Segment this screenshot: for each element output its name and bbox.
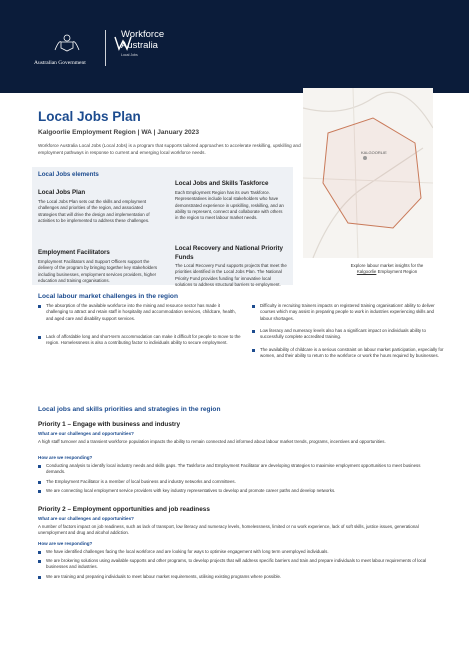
priority-1-bullet-1: Conducting analysis to identify local industry needs and skills gaps. The Taskforce and Employment Facilitator are developing strategies to maximise employment opportunities to meet business demands. (38, 463, 438, 476)
map-label: KALGOORLIE (361, 150, 387, 155)
map-caption-line1: Explore labour market insights for the (350, 263, 424, 268)
page-title: Local Jobs Plan (38, 109, 141, 124)
priority-2-title: Priority 2 – Employment opportunities and job readiness (38, 506, 210, 513)
map-caption (322, 263, 452, 276)
priority-2-bullet-2: We are brokering solutions using available supports and other programs, to develop projects that will address specific barriers and train and prepare individuals to meet labour requirements of local businesses and industries. (38, 558, 438, 571)
priorities-heading: Local jobs and skills priorities and strategies in the region (38, 406, 221, 413)
ljp-text: The Local Jobs Plan sets out the skills and employment challenges and priorities of the region, and associated strategies that will drive the design and implementation of activities to be implemented to address these challenges. (38, 199, 150, 223)
challenge-left-2: Lack of affordable long and short-term accommodation can make it difficult for people to move to the region. Homelessness is also a contributing factor to individuals ability to secure employment. (38, 334, 243, 347)
ef-text: Employment Facilitators and Support Officers support the delivery of the program by bringing together key stakeholders including businesses, employment services providers, higher education and training organisations. (38, 259, 158, 283)
challenge-right-3: The availability of childcare is a serious constraint on labour market participation, especially for women, and their ability to return to the workforce or work the hours required by businesses. (252, 347, 447, 360)
elements-heading: Local Jobs elements (38, 171, 99, 178)
map-graphic (303, 88, 433, 258)
gov-label: Australian Government (34, 60, 86, 66)
priority-2-bullet-1: We have identified challenges facing the local workforce and are looking for ways to optimise engagement with long term unemployed individuals. (38, 549, 438, 555)
priority-2-bullet-3: We are training and preparing individuals to meet labour market requirements, utilising existing programs where possible. (38, 574, 438, 580)
priority-1-q2: How are we responding? (38, 455, 93, 460)
map-caption-line2: Employment Region (376, 269, 418, 275)
tf-title: Local Jobs and Skills Taskforce (175, 180, 269, 187)
header-banner (0, 0, 469, 93)
header-divider (105, 30, 106, 66)
priority-2-a1: A number of factors impact on job readiness, such as lack of transport, low literacy and numeracy levels, homelessness, limited or no work experience, lack of soft skills, justice issues, generational unemployment and drug and alcohol addiction. (38, 524, 419, 536)
priority-2-q2: How are we responding? (38, 541, 93, 546)
rf-title: Local Recovery and National Priority Funds (175, 245, 283, 261)
priority-1-title: Priority 1 – Engage with business and industry (38, 421, 181, 428)
challenge-right-1: Difficulty in recruiting trainers impacts on registered training organisations' ability to deliver courses which may assist in preparing people to work in industries experiencing skills and labour shortages. (252, 303, 447, 322)
ljp-title: Local Jobs Plan (38, 189, 86, 196)
ef-title: Employment Facilitators (38, 249, 110, 256)
brand-sub: Local Jobs (121, 53, 138, 57)
challenge-left-1: The absorption of the available workforce into the mining and resource sector has made it challenging to attract and retain staff in hospitality and accommodation services, childcare, health, and aged care and disability support services. (38, 303, 243, 322)
region-map[interactable] (303, 88, 433, 258)
brand-title (121, 29, 164, 51)
challenge-right-2: Low literacy and numeracy levels also has a significant impact on individuals ability to successfully complete accredited training. (252, 328, 447, 341)
priority-1-q1: What are our challenges and opportunities? (38, 431, 134, 436)
priority-1-bullet-2: The Employment Facilitator is a member of local business and industry networks and committees. (38, 479, 438, 485)
priority-1-a1: A high staff turnover and a transient workforce population impacts the ability to remain connected and informed about labour market trends, programs, incentives and opportunities. (38, 439, 386, 444)
priority-2-q1: What are our challenges and opportunities? (38, 516, 134, 521)
tf-text: Each Employment Region has its own Taskforce. Representatives include local stakeholders who have demonstrated experience in upskilling, reskilling, and an ability to represent, connect and collaborate with others in the region to meet labour market needs. (175, 190, 284, 221)
coat-of-arms-icon (52, 30, 82, 54)
priority-1-bullet-3: We are connecting local employment service providers with key industry representatives to develop and promote career paths and develop networks. (38, 488, 438, 494)
page-subtitle: Kalgoorlie Employment Region | WA | January 2023 (38, 129, 200, 136)
rf-text: The Local Recovery Fund supports projects that meet the priorities identified in the Local Jobs Plan. The National Priority Fund provides funding for innovative local solutions to address structural barriers to employment. (175, 263, 287, 287)
intro-text: Workforce Australia Local Jobs (Local Jobs) is a program that supports tailored approaches to accelerate reskilling, upskilling and employment pathways in response to current and emerging local workforce needs. (38, 143, 301, 155)
brand-title-text: Workforce Australia (121, 29, 165, 51)
challenges-heading: Local labour market challenges in the region (38, 293, 178, 300)
map-caption-link[interactable]: Kalgoorlie (356, 269, 377, 275)
